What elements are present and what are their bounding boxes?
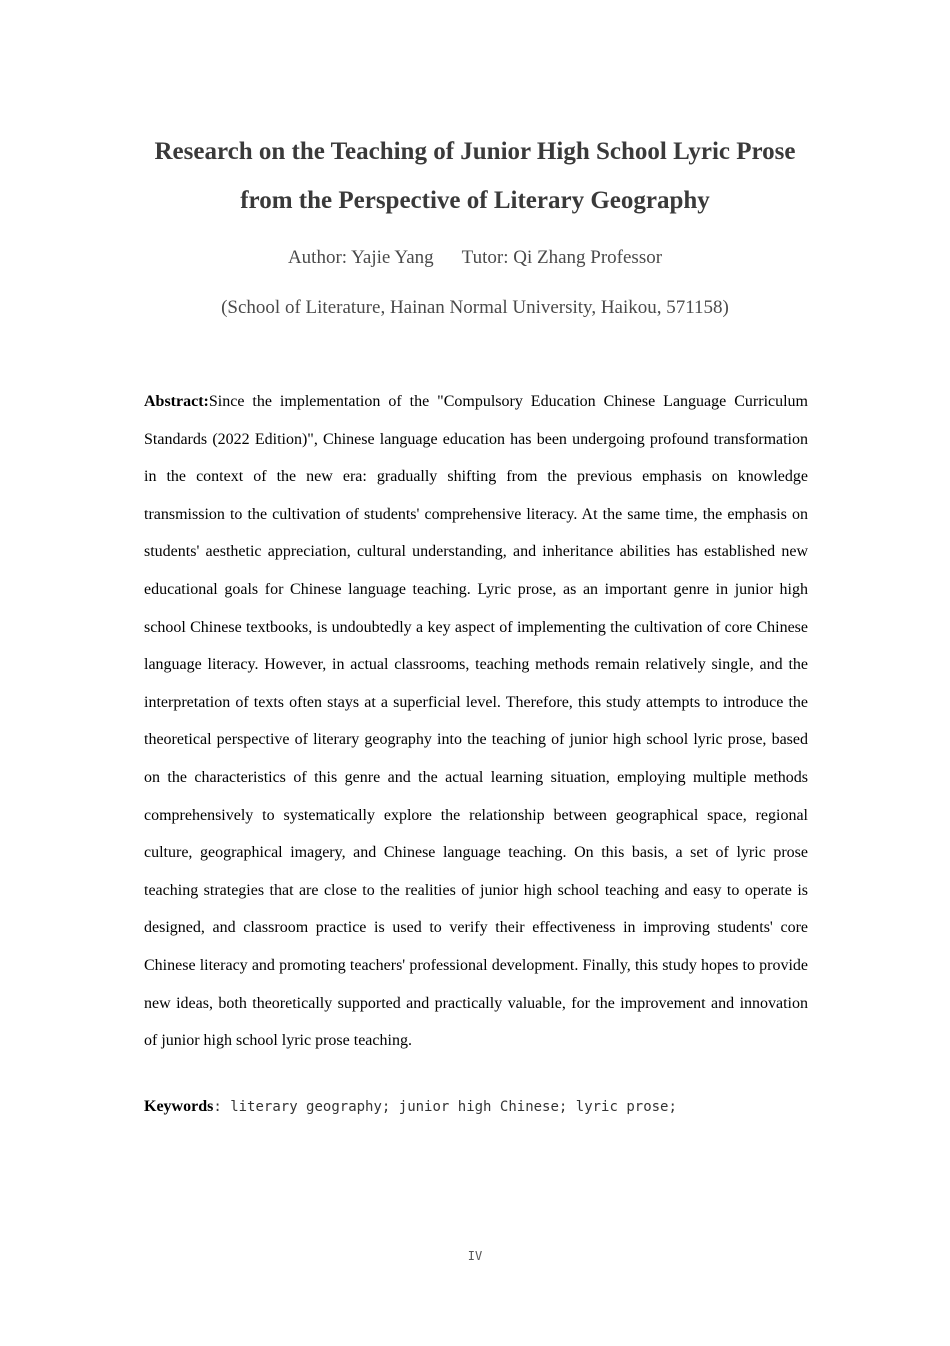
affiliation: (School of Literature, Hainan Normal University, Haikou, 571158)	[221, 297, 729, 318]
keywords-line	[144, 1098, 808, 1116]
title-line-2: from the Perspective of Literary Geography	[240, 187, 710, 214]
abstract-label: Abstract:	[144, 393, 209, 410]
tutor-name: Tutor: Qi Zhang Professor	[461, 247, 663, 268]
abstract-paragraph	[144, 383, 808, 1060]
page-number: IV	[467, 1249, 483, 1263]
keywords-text: literary geography; junior high Chinese; lyric prose;	[230, 1099, 677, 1115]
author-line	[100, 247, 850, 269]
abstract-text: Since the implementation of the "Compulsory Education Chinese Language Curriculum Standards (2022 Edition)", Chinese language education has been undergoing profound transformation in the context of the new era: gradually shifting from the previous emphasis on knowledge transmission to the cultivation of students' comprehensive literacy. At the same time, the emphasis on students' aesthetic appreciation, cultural understanding, and inheritance abilities has established new educational goals for Chinese language teaching. Lyric prose, as an important genre in junior high school Chinese textbooks, is undoubtedly a key aspect of implementing the cultivation of core Chinese language literacy. However, in actual classrooms, teaching methods remain relatively single, and the interpretation of texts often stays at a superficial level. Therefore, this study attempts to introduce the theoretical perspective of literary geography into the teaching of junior high school lyric prose, based on the characteristics of this genre and the actual learning situation, employing multiple methods comprehensively to systematically explore the relationship between geographical space, regional culture, geographical imagery, and Chinese language teaching. On this basis, a set of lyric prose teaching strategies that are close to the realities of junior high school teaching and easy to operate is designed, and classroom practice is used to verify their effectiveness in improving students' core Chinese literacy and promoting teachers' professional development. Finally, this study hopes to provide new ideas, both theoretically supported and practically valuable, for the improvement and innovation of junior high school lyric prose teaching.	[144, 393, 808, 1050]
title-line-1: Research on the Teaching of Junior High School Lyric Prose	[154, 138, 796, 165]
keywords-label: Keywords	[144, 1098, 214, 1115]
keywords-separator: :	[213, 1099, 231, 1115]
author-name: Author: Yajie Yang	[287, 247, 434, 268]
